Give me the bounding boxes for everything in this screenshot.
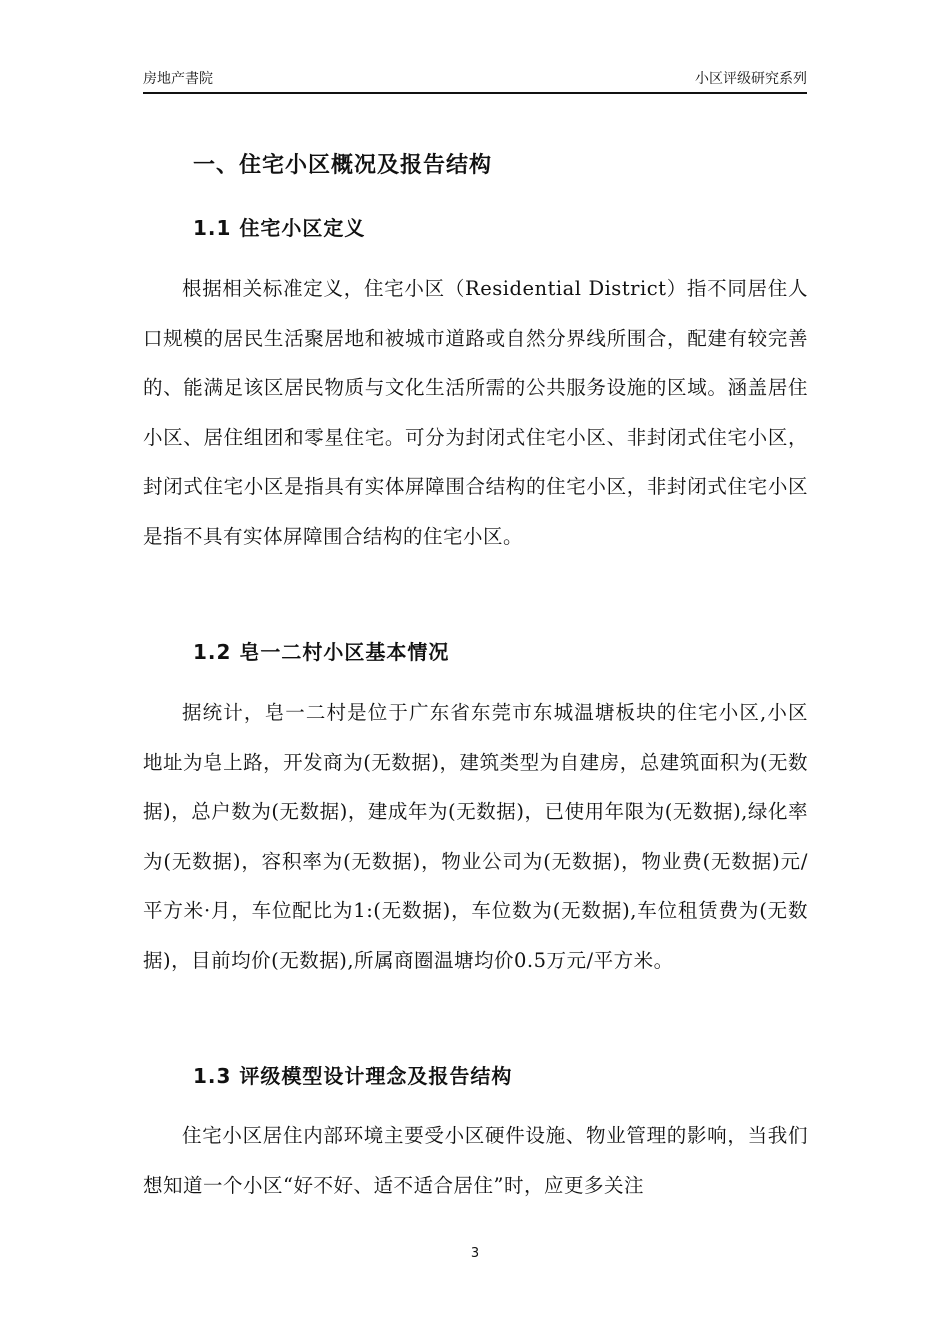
page-number: 3: [470, 1246, 480, 1261]
section-title: 一、住宅小区概况及报告结构: [193, 153, 493, 178]
subsection-title-1-1: 1.1 住宅小区定义: [193, 216, 366, 240]
header-publisher: 房地产書院: [143, 71, 213, 87]
paragraph-community-info: 据统计，皂一二村是位于广东省东莞市东城温塘板块的住宅小区,小区地址为皂上路，开发商为(无数据)，建筑类型为自建房，总建筑面积为(无数据)，总户数为(无数据)，建成年为(无数据)，已使用年限为(无数据),绿化率为(无数据)，容积率为(无数据)，物业公司为(无数据)，物业费(无数据)元/平方米·月，车位配比为1:(无数据)，车位数为(无数据),车位租赁费为(无数据)，目前均价(无数据),所属商圈温塘均价0.5万元/平方米。: [143, 701, 808, 972]
header-series-title: 小区评级研究系列: [695, 71, 807, 87]
paragraph-model-design: 住宅小区居住内部环境主要受小区硬件设施、物业管理的影响，当我们想知道一个小区“好不好、适不适合居住”时，应更多关注: [143, 1124, 808, 1197]
paragraph-definition: 根据相关标准定义，住宅小区（Residential District）指不同居住人口规模的居民生活聚居地和被城市道路或自然分界线所围合，配建有较完善的、能满足该区居民物质与文化生活所需的公共服务设施的区域。涵盖居住小区、居住组团和零星住宅。可分为封闭式住宅小区、非封闭式住宅小区，封闭式住宅小区是指具有实体屏障围合结构的住宅小区，非封闭式住宅小区是指不具有实体屏障围合结构的住宅小区。: [143, 277, 808, 548]
subsection-title-1-2: 1.2 皂一二村小区基本情况: [193, 640, 450, 664]
subsection-title-1-3: 1.3 评级模型设计理念及报告结构: [193, 1064, 513, 1088]
page-header: [143, 66, 807, 94]
